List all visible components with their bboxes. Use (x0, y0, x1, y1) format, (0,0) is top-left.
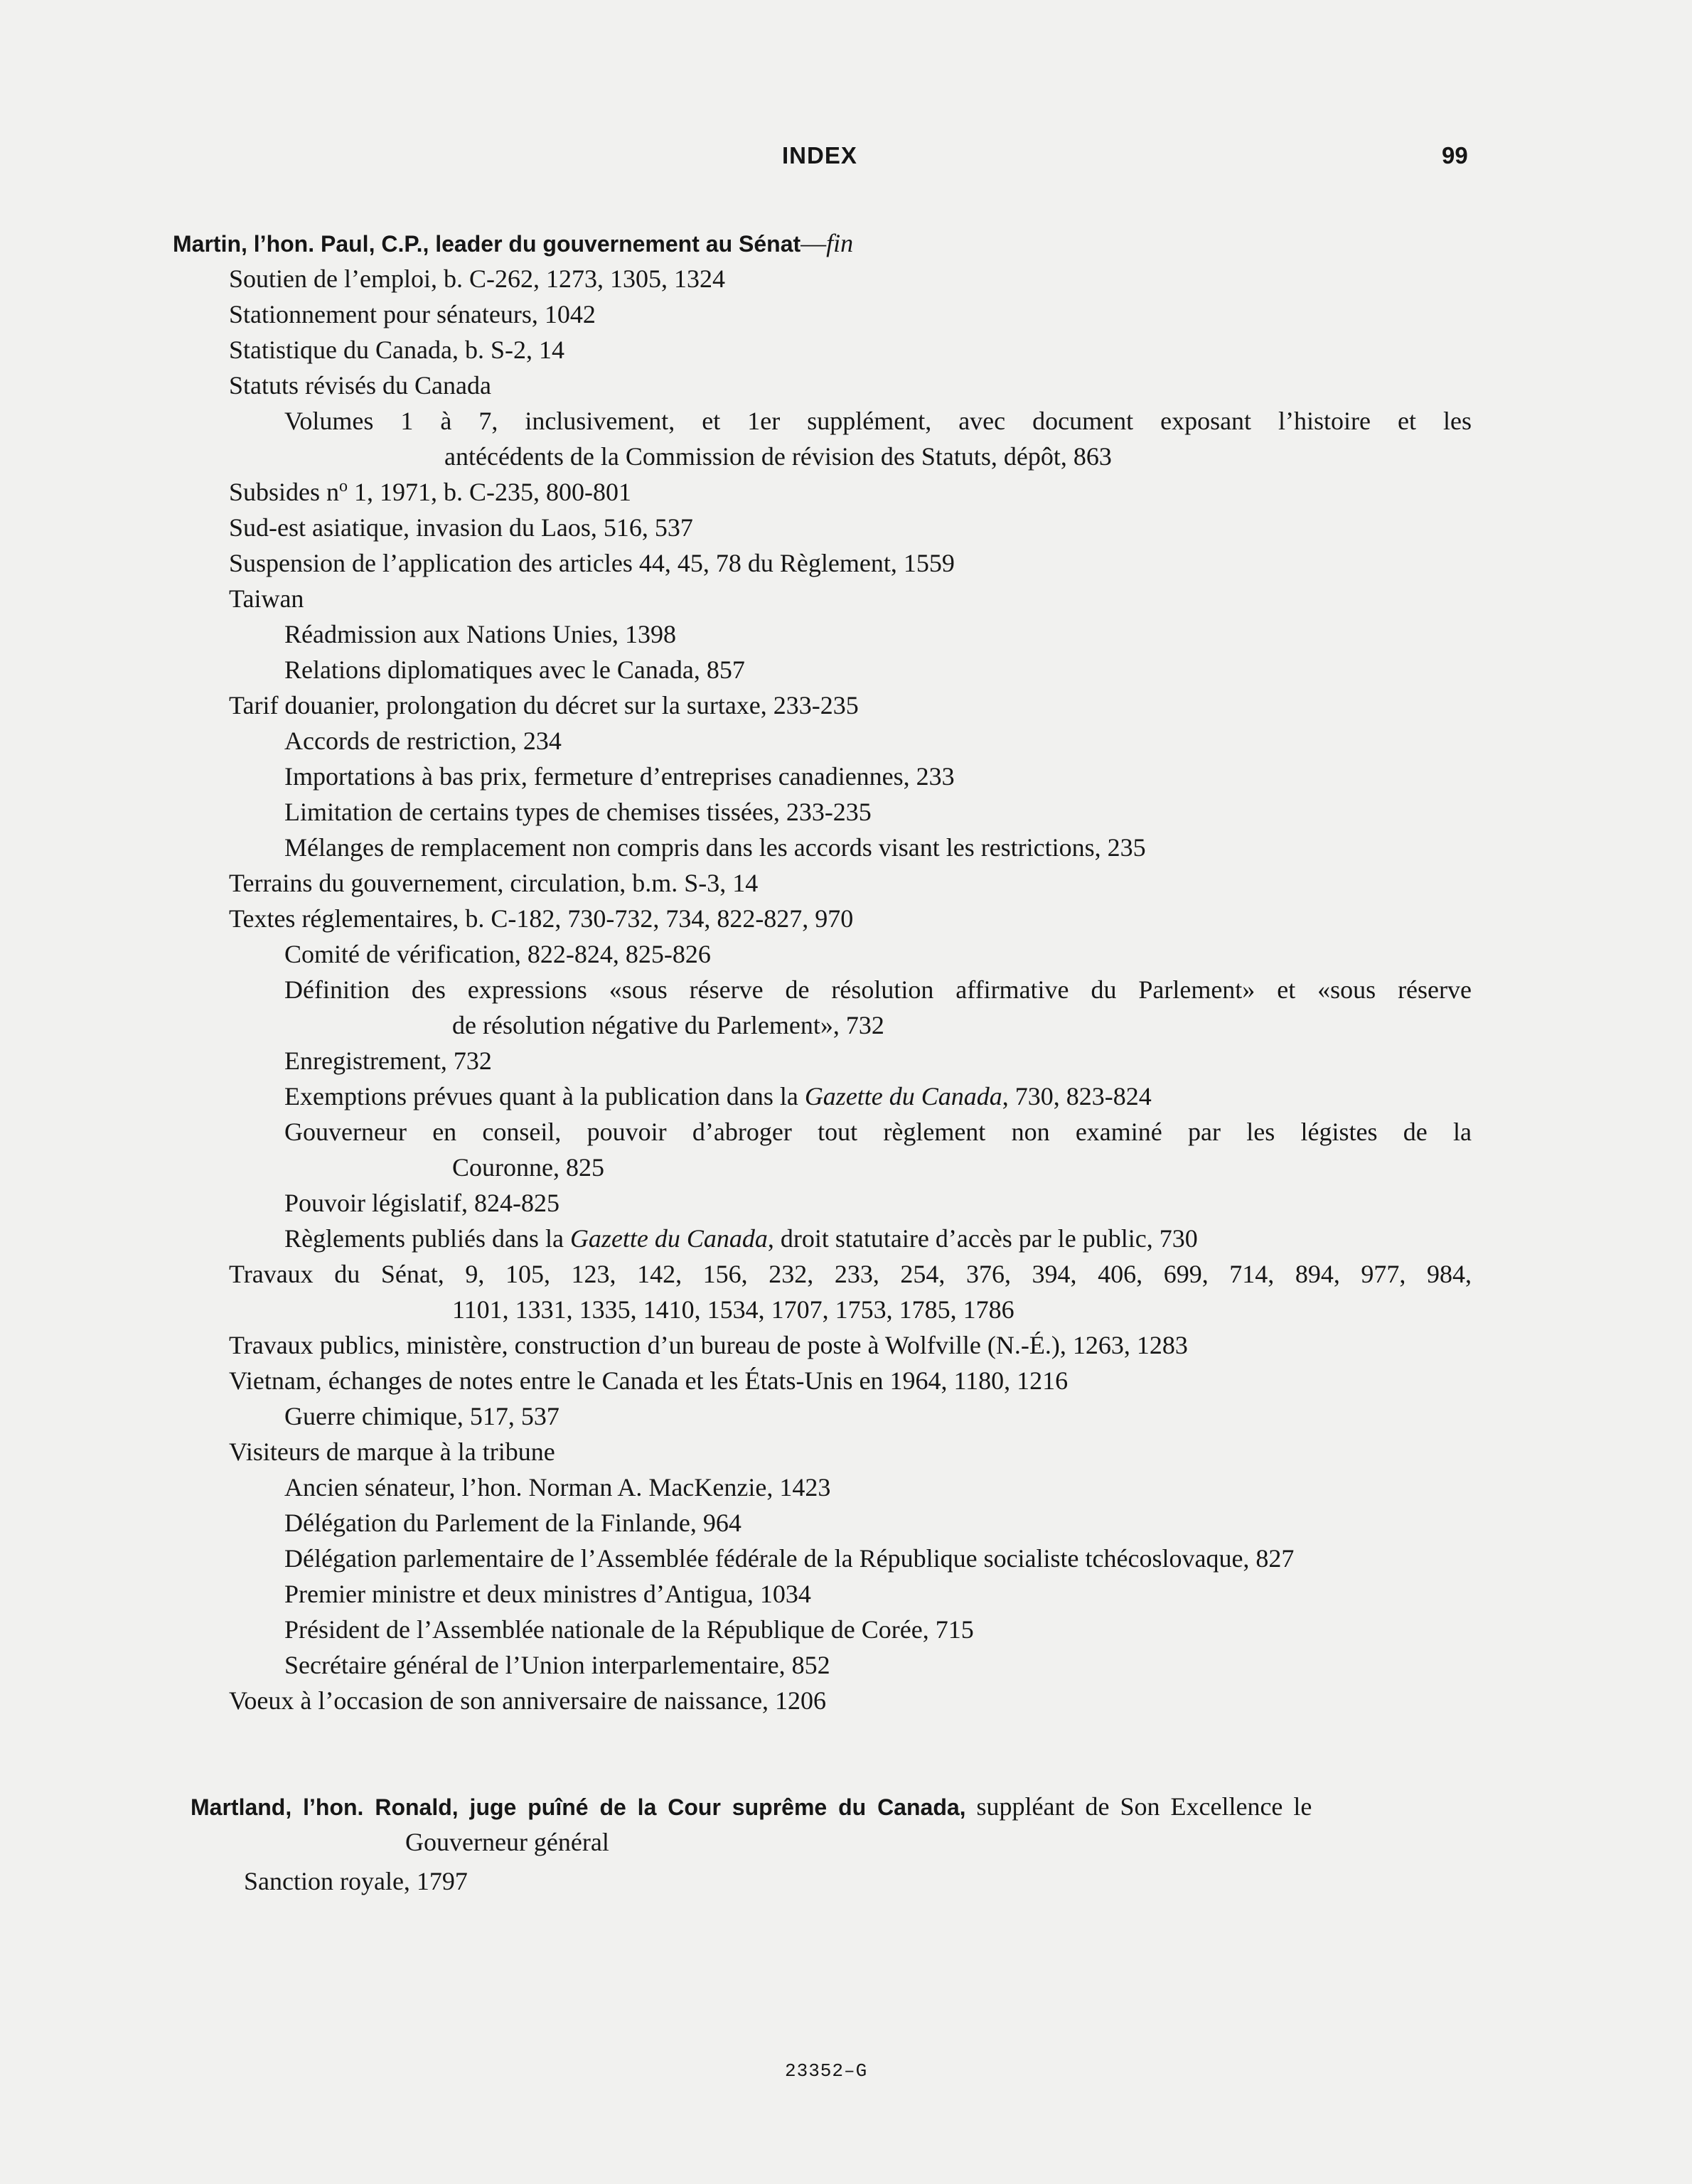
subentry-subsides (229, 474, 631, 510)
subentry-taiwan-relations: Relations diplomatiques avec le Canada, 857 (284, 655, 745, 684)
subentry-stationnement: Stationnement pour sénateurs, 1042 (229, 300, 596, 328)
running-title: INDEX (782, 142, 857, 168)
subentry-taiwan: Taiwan (229, 584, 304, 613)
entry-heading-dash: — (801, 229, 827, 257)
subentry-textes-enregistrement: Enregistrement, 732 (284, 1046, 492, 1075)
subentry-tarif-importations: Importations à bas prix, fermeture d’entreprises canadiennes, 233 (284, 762, 955, 791)
entry-heading-martland (191, 1789, 1312, 1825)
subsides-superscript: o (339, 477, 348, 496)
reglements-text-post: , droit statutaire d’accès par le public, 730 (767, 1224, 1198, 1253)
subsides-text-pre: Subsides n (229, 478, 340, 506)
page-footer-code: 23352–G (785, 2060, 868, 2082)
subentry-statuts: Statuts révisés du Canada (229, 371, 491, 400)
subentry-vietnam-guerre: Guerre chimique, 517, 537 (284, 1402, 559, 1430)
subentry-visiteurs-tchecoslovaque: Délégation parlementaire de l’Assemblée fédérale de la République socialiste tchécoslovaque, 827 (284, 1544, 1295, 1573)
subentry-vietnam: Vietnam, échanges de notes entre le Canada et les États-Unis en 1964, 1180, 1216 (229, 1366, 1069, 1395)
entry-heading-role: suppléant de Son Excellence le (965, 1792, 1312, 1821)
subentry-visiteurs-finlande: Délégation du Parlement de la Finlande, 964 (284, 1509, 741, 1537)
subentry-taiwan-readmission: Réadmission aux Nations Unies, 1398 (284, 620, 676, 648)
subentry-volumes-line2: antécédents de la Commission de révision des Statuts, dépôt, 863 (444, 442, 1112, 471)
subentry-visiteurs-antigua: Premier ministre et deux ministres d’Antigua, 1034 (284, 1580, 811, 1608)
subentry-travaux-publics: Travaux publics, ministère, construction d’un bureau de poste à Wolfville (N.-É.), 1263, 1283 (229, 1331, 1188, 1359)
subentry-volumes-line1: Volumes 1 à 7, inclusivement, et 1er supplément, avec document exposant l’histoire et les (284, 407, 1472, 435)
subentry-visiteurs: Visiteurs de marque à la tribune (229, 1438, 555, 1466)
page-header (0, 142, 1692, 178)
entry-heading-martland-line2: Gouverneur général (405, 1828, 609, 1856)
subentry-tarif: Tarif douanier, prolongation du décret sur la surtaxe, 233-235 (229, 691, 859, 719)
subentry-tarif-melanges: Mélanges de remplacement non compris dans les accords visant les restrictions, 235 (284, 833, 1146, 862)
subentry-textes: Textes réglementaires, b. C-182, 730-732, 734, 822-827, 970 (229, 904, 854, 933)
exemptions-text-post: , 730, 823-824 (1002, 1082, 1152, 1110)
subentry-visiteurs-secretaire: Secrétaire général de l’Union interparlementaire, 852 (284, 1651, 830, 1679)
reglements-gazette-title: Gazette du Canada (569, 1224, 768, 1253)
subentry-textes-exemptions (284, 1078, 1152, 1114)
subentry-textes-gouverneur-line1: Gouverneur en conseil, pouvoir d’abroger tout règlement non examiné par les légistes de la (284, 1118, 1472, 1146)
exemptions-gazette-title: Gazette du Canada (804, 1082, 1002, 1110)
subentry-textes-definition-line2: de résolution négative du Parlement», 732 (452, 1011, 884, 1039)
subentry-soutien: Soutien de l’emploi, b. C-262, 1273, 1305, 1324 (229, 264, 725, 293)
entry-heading-martin (173, 225, 853, 262)
subentry-textes-definition-line1: Définition des expressions «sous réserve de résolution affirmative du Parlement» et «sous réserve (284, 975, 1472, 1004)
entry-heading-fin: fin (826, 229, 854, 257)
subentry-visiteurs-ancien: Ancien sénateur, l’hon. Norman A. MacKenzie, 1423 (284, 1473, 831, 1502)
subentry-tarif-limitation: Limitation de certains types de chemises tissées, 233-235 (284, 798, 872, 826)
subentry-sud-est: Sud-est asiatique, invasion du Laos, 516, 537 (229, 513, 693, 542)
entry-heading-name: Martland, l’hon. Ronald, juge puîné de la Cour suprême du Canada, (191, 1794, 966, 1820)
subsides-text-post: 1, 1971, b. C-235, 800-801 (348, 478, 632, 506)
subentry-sanction: Sanction royale, 1797 (244, 1867, 468, 1895)
page-number: 99 (1442, 142, 1468, 168)
subentry-statistique: Statistique du Canada, b. S-2, 14 (229, 336, 564, 364)
subentry-textes-comite: Comité de vérification, 822-824, 825-826 (284, 940, 711, 968)
subentry-tarif-accords: Accords de restriction, 234 (284, 727, 562, 755)
entry-heading-name: Martin, l’hon. Paul, C.P., leader du gouvernement au Sénat (173, 231, 801, 257)
reglements-text-pre: Règlements publiés dans la (284, 1224, 570, 1253)
subentry-textes-pouvoir: Pouvoir législatif, 824-825 (284, 1189, 559, 1217)
subentry-textes-gouverneur-line2: Couronne, 825 (452, 1153, 604, 1182)
subentry-visiteurs-coree: Président de l’Assemblée nationale de la République de Corée, 715 (284, 1615, 974, 1644)
subentry-voeux: Voeux à l’occasion de son anniversaire de naissance, 1206 (229, 1686, 827, 1715)
subentry-suspension: Suspension de l’application des articles 44, 45, 78 du Règlement, 1559 (229, 549, 955, 577)
subentry-terrains: Terrains du gouvernement, circulation, b.m. S-3, 14 (229, 869, 759, 897)
subentry-travaux-senat-line1: Travaux du Sénat, 9, 105, 123, 142, 156, 232, 233, 254, 376, 394, 406, 699, 714, 894, 977, 984, (229, 1260, 1472, 1288)
exemptions-text-pre: Exemptions prévues quant à la publication dans la (284, 1082, 805, 1110)
subentry-textes-reglements (284, 1221, 1198, 1256)
subentry-travaux-senat-line2: 1101, 1331, 1335, 1410, 1534, 1707, 1753, 1785, 1786 (452, 1295, 1014, 1324)
